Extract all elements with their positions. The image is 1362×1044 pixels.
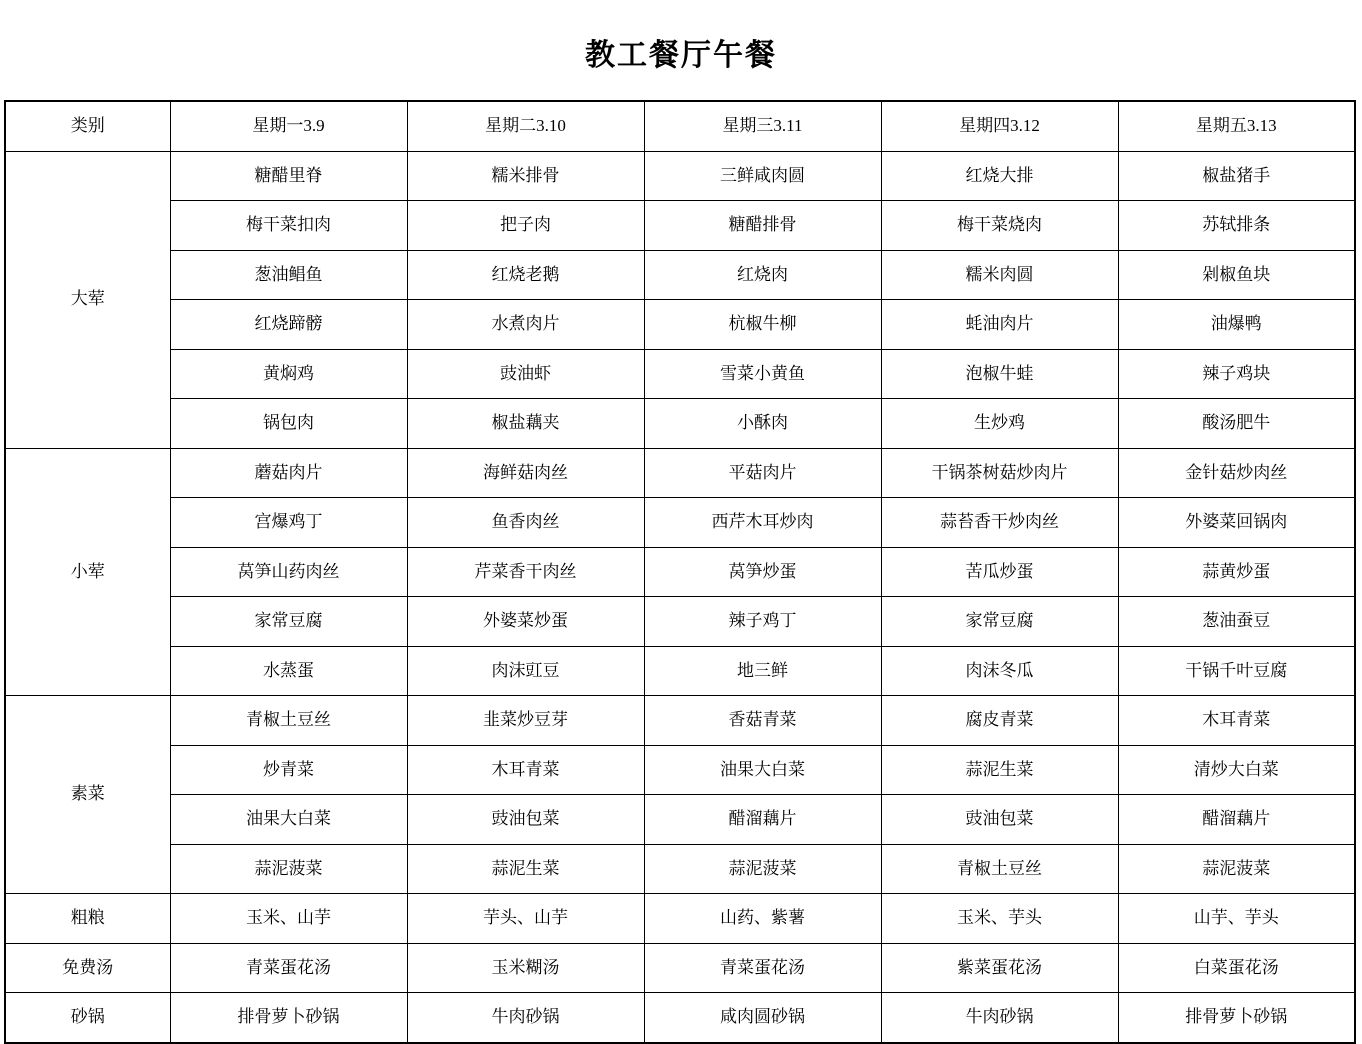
dish-cell: 三鲜咸肉圆 <box>644 151 881 201</box>
dish-cell: 牛肉砂锅 <box>881 993 1118 1043</box>
dish-cell: 蒜苔香干炒肉丝 <box>881 498 1118 548</box>
table-row <box>5 448 1355 498</box>
dish-cell: 糯米排骨 <box>407 151 644 201</box>
dish-cell: 醋溜藕片 <box>644 795 881 845</box>
table-row <box>5 745 1355 795</box>
category-label-free-soup: 免费汤 <box>5 943 170 993</box>
table-header <box>5 101 1355 151</box>
dish-cell: 豉油虾 <box>407 349 644 399</box>
dish-cell: 宫爆鸡丁 <box>170 498 407 548</box>
dish-cell: 蒜泥菠菜 <box>644 844 881 894</box>
dish-cell: 蚝油肉片 <box>881 300 1118 350</box>
dish-cell: 牛肉砂锅 <box>407 993 644 1043</box>
dish-cell: 椒盐猪手 <box>1118 151 1355 201</box>
dish-cell: 干锅千叶豆腐 <box>1118 646 1355 696</box>
category-label-casserole: 砂锅 <box>5 993 170 1043</box>
dish-cell: 油爆鸭 <box>1118 300 1355 350</box>
header-friday: 星期五3.13 <box>1118 101 1355 151</box>
dish-cell: 青菜蛋花汤 <box>170 943 407 993</box>
dish-cell: 油果大白菜 <box>170 795 407 845</box>
dish-cell: 剁椒鱼块 <box>1118 250 1355 300</box>
dish-cell: 排骨萝卜砂锅 <box>170 993 407 1043</box>
table-row <box>5 349 1355 399</box>
dish-cell: 葱油鲳鱼 <box>170 250 407 300</box>
table-row <box>5 646 1355 696</box>
dish-cell: 糖醋排骨 <box>644 201 881 251</box>
dish-cell: 糖醋里脊 <box>170 151 407 201</box>
dish-cell: 玉米、芋头 <box>881 894 1118 944</box>
dish-cell: 腐皮青菜 <box>881 696 1118 746</box>
dish-cell: 小酥肉 <box>644 399 881 449</box>
dish-cell: 芹菜香干肉丝 <box>407 547 644 597</box>
dish-cell: 水煮肉片 <box>407 300 644 350</box>
table-row <box>5 993 1355 1043</box>
dish-cell: 鱼香肉丝 <box>407 498 644 548</box>
category-label-sucai: 素菜 <box>5 696 170 894</box>
dish-cell: 豉油包菜 <box>881 795 1118 845</box>
dish-cell: 排骨萝卜砂锅 <box>1118 993 1355 1043</box>
dish-cell: 红烧蹄髈 <box>170 300 407 350</box>
dish-cell: 山芋、芋头 <box>1118 894 1355 944</box>
dish-cell: 木耳青菜 <box>1118 696 1355 746</box>
dish-cell: 生炒鸡 <box>881 399 1118 449</box>
header-monday: 星期一3.9 <box>170 101 407 151</box>
dish-cell: 辣子鸡块 <box>1118 349 1355 399</box>
header-category: 类别 <box>5 101 170 151</box>
category-label-xiaohun: 小荤 <box>5 448 170 696</box>
header-thursday: 星期四3.12 <box>881 101 1118 151</box>
dish-cell: 芋头、山芋 <box>407 894 644 944</box>
dish-cell: 泡椒牛蛙 <box>881 349 1118 399</box>
dish-cell: 蒜泥生菜 <box>881 745 1118 795</box>
dish-cell: 青菜蛋花汤 <box>644 943 881 993</box>
dish-cell: 杭椒牛柳 <box>644 300 881 350</box>
dish-cell: 青椒土豆丝 <box>170 696 407 746</box>
dish-cell: 苦瓜炒蛋 <box>881 547 1118 597</box>
dish-cell: 蘑菇肉片 <box>170 448 407 498</box>
dish-cell: 清炒大白菜 <box>1118 745 1355 795</box>
table-row <box>5 547 1355 597</box>
dish-cell: 蒜泥菠菜 <box>1118 844 1355 894</box>
dish-cell: 肉沫豇豆 <box>407 646 644 696</box>
dish-cell: 红烧肉 <box>644 250 881 300</box>
dish-cell: 莴笋山药肉丝 <box>170 547 407 597</box>
dish-cell: 白菜蛋花汤 <box>1118 943 1355 993</box>
dish-cell: 酸汤肥牛 <box>1118 399 1355 449</box>
dish-cell: 山药、紫薯 <box>644 894 881 944</box>
dish-cell: 豉油包菜 <box>407 795 644 845</box>
dish-cell: 韭菜炒豆芽 <box>407 696 644 746</box>
dish-cell: 玉米糊汤 <box>407 943 644 993</box>
table-row <box>5 201 1355 251</box>
lunch-menu-table <box>4 100 1356 1044</box>
dish-cell: 苏轼排条 <box>1118 201 1355 251</box>
dish-cell: 锅包肉 <box>170 399 407 449</box>
table-row <box>5 795 1355 845</box>
table-body <box>5 151 1355 1043</box>
dish-cell: 辣子鸡丁 <box>644 597 881 647</box>
dish-cell: 家常豆腐 <box>881 597 1118 647</box>
dish-cell: 莴笋炒蛋 <box>644 547 881 597</box>
dish-cell: 椒盐藕夹 <box>407 399 644 449</box>
header-wednesday: 星期三3.11 <box>644 101 881 151</box>
table-row <box>5 250 1355 300</box>
table-row <box>5 696 1355 746</box>
dish-cell: 平菇肉片 <box>644 448 881 498</box>
dish-cell: 油果大白菜 <box>644 745 881 795</box>
table-row <box>5 894 1355 944</box>
dish-cell: 糯米肉圆 <box>881 250 1118 300</box>
dish-cell: 葱油蚕豆 <box>1118 597 1355 647</box>
dish-cell: 外婆菜回锅肉 <box>1118 498 1355 548</box>
table-row <box>5 943 1355 993</box>
dish-cell: 炒青菜 <box>170 745 407 795</box>
table-row <box>5 844 1355 894</box>
dish-cell: 干锅茶树菇炒肉片 <box>881 448 1118 498</box>
dish-cell: 西芹木耳炒肉 <box>644 498 881 548</box>
dish-cell: 咸肉圆砂锅 <box>644 993 881 1043</box>
dish-cell: 外婆菜炒蛋 <box>407 597 644 647</box>
dish-cell: 玉米、山芋 <box>170 894 407 944</box>
table-row <box>5 151 1355 201</box>
dish-cell: 红烧大排 <box>881 151 1118 201</box>
dish-cell: 把子肉 <box>407 201 644 251</box>
table-row <box>5 597 1355 647</box>
dish-cell: 海鲜菇肉丝 <box>407 448 644 498</box>
category-label-daohun: 大荤 <box>5 151 170 448</box>
dish-cell: 肉沫冬瓜 <box>881 646 1118 696</box>
table-row <box>5 498 1355 548</box>
dish-cell: 梅干菜烧肉 <box>881 201 1118 251</box>
dish-cell: 水蒸蛋 <box>170 646 407 696</box>
page-title: 教工餐厅午餐 <box>585 39 777 72</box>
dish-cell: 红烧老鹅 <box>407 250 644 300</box>
table-row <box>5 300 1355 350</box>
dish-cell: 香菇青菜 <box>644 696 881 746</box>
dish-cell: 蒜泥菠菜 <box>170 844 407 894</box>
dish-cell: 金针菇炒肉丝 <box>1118 448 1355 498</box>
category-label-culiang: 粗粮 <box>5 894 170 944</box>
dish-cell: 蒜黄炒蛋 <box>1118 547 1355 597</box>
dish-cell: 梅干菜扣肉 <box>170 201 407 251</box>
header-tuesday: 星期二3.10 <box>407 101 644 151</box>
dish-cell: 蒜泥生菜 <box>407 844 644 894</box>
dish-cell: 青椒土豆丝 <box>881 844 1118 894</box>
dish-cell: 家常豆腐 <box>170 597 407 647</box>
dish-cell: 雪菜小黄鱼 <box>644 349 881 399</box>
header-row <box>5 101 1355 151</box>
dish-cell: 黄焖鸡 <box>170 349 407 399</box>
table-row <box>5 399 1355 449</box>
dish-cell: 醋溜藕片 <box>1118 795 1355 845</box>
dish-cell: 地三鲜 <box>644 646 881 696</box>
dish-cell: 紫菜蛋花汤 <box>881 943 1118 993</box>
dish-cell: 木耳青菜 <box>407 745 644 795</box>
